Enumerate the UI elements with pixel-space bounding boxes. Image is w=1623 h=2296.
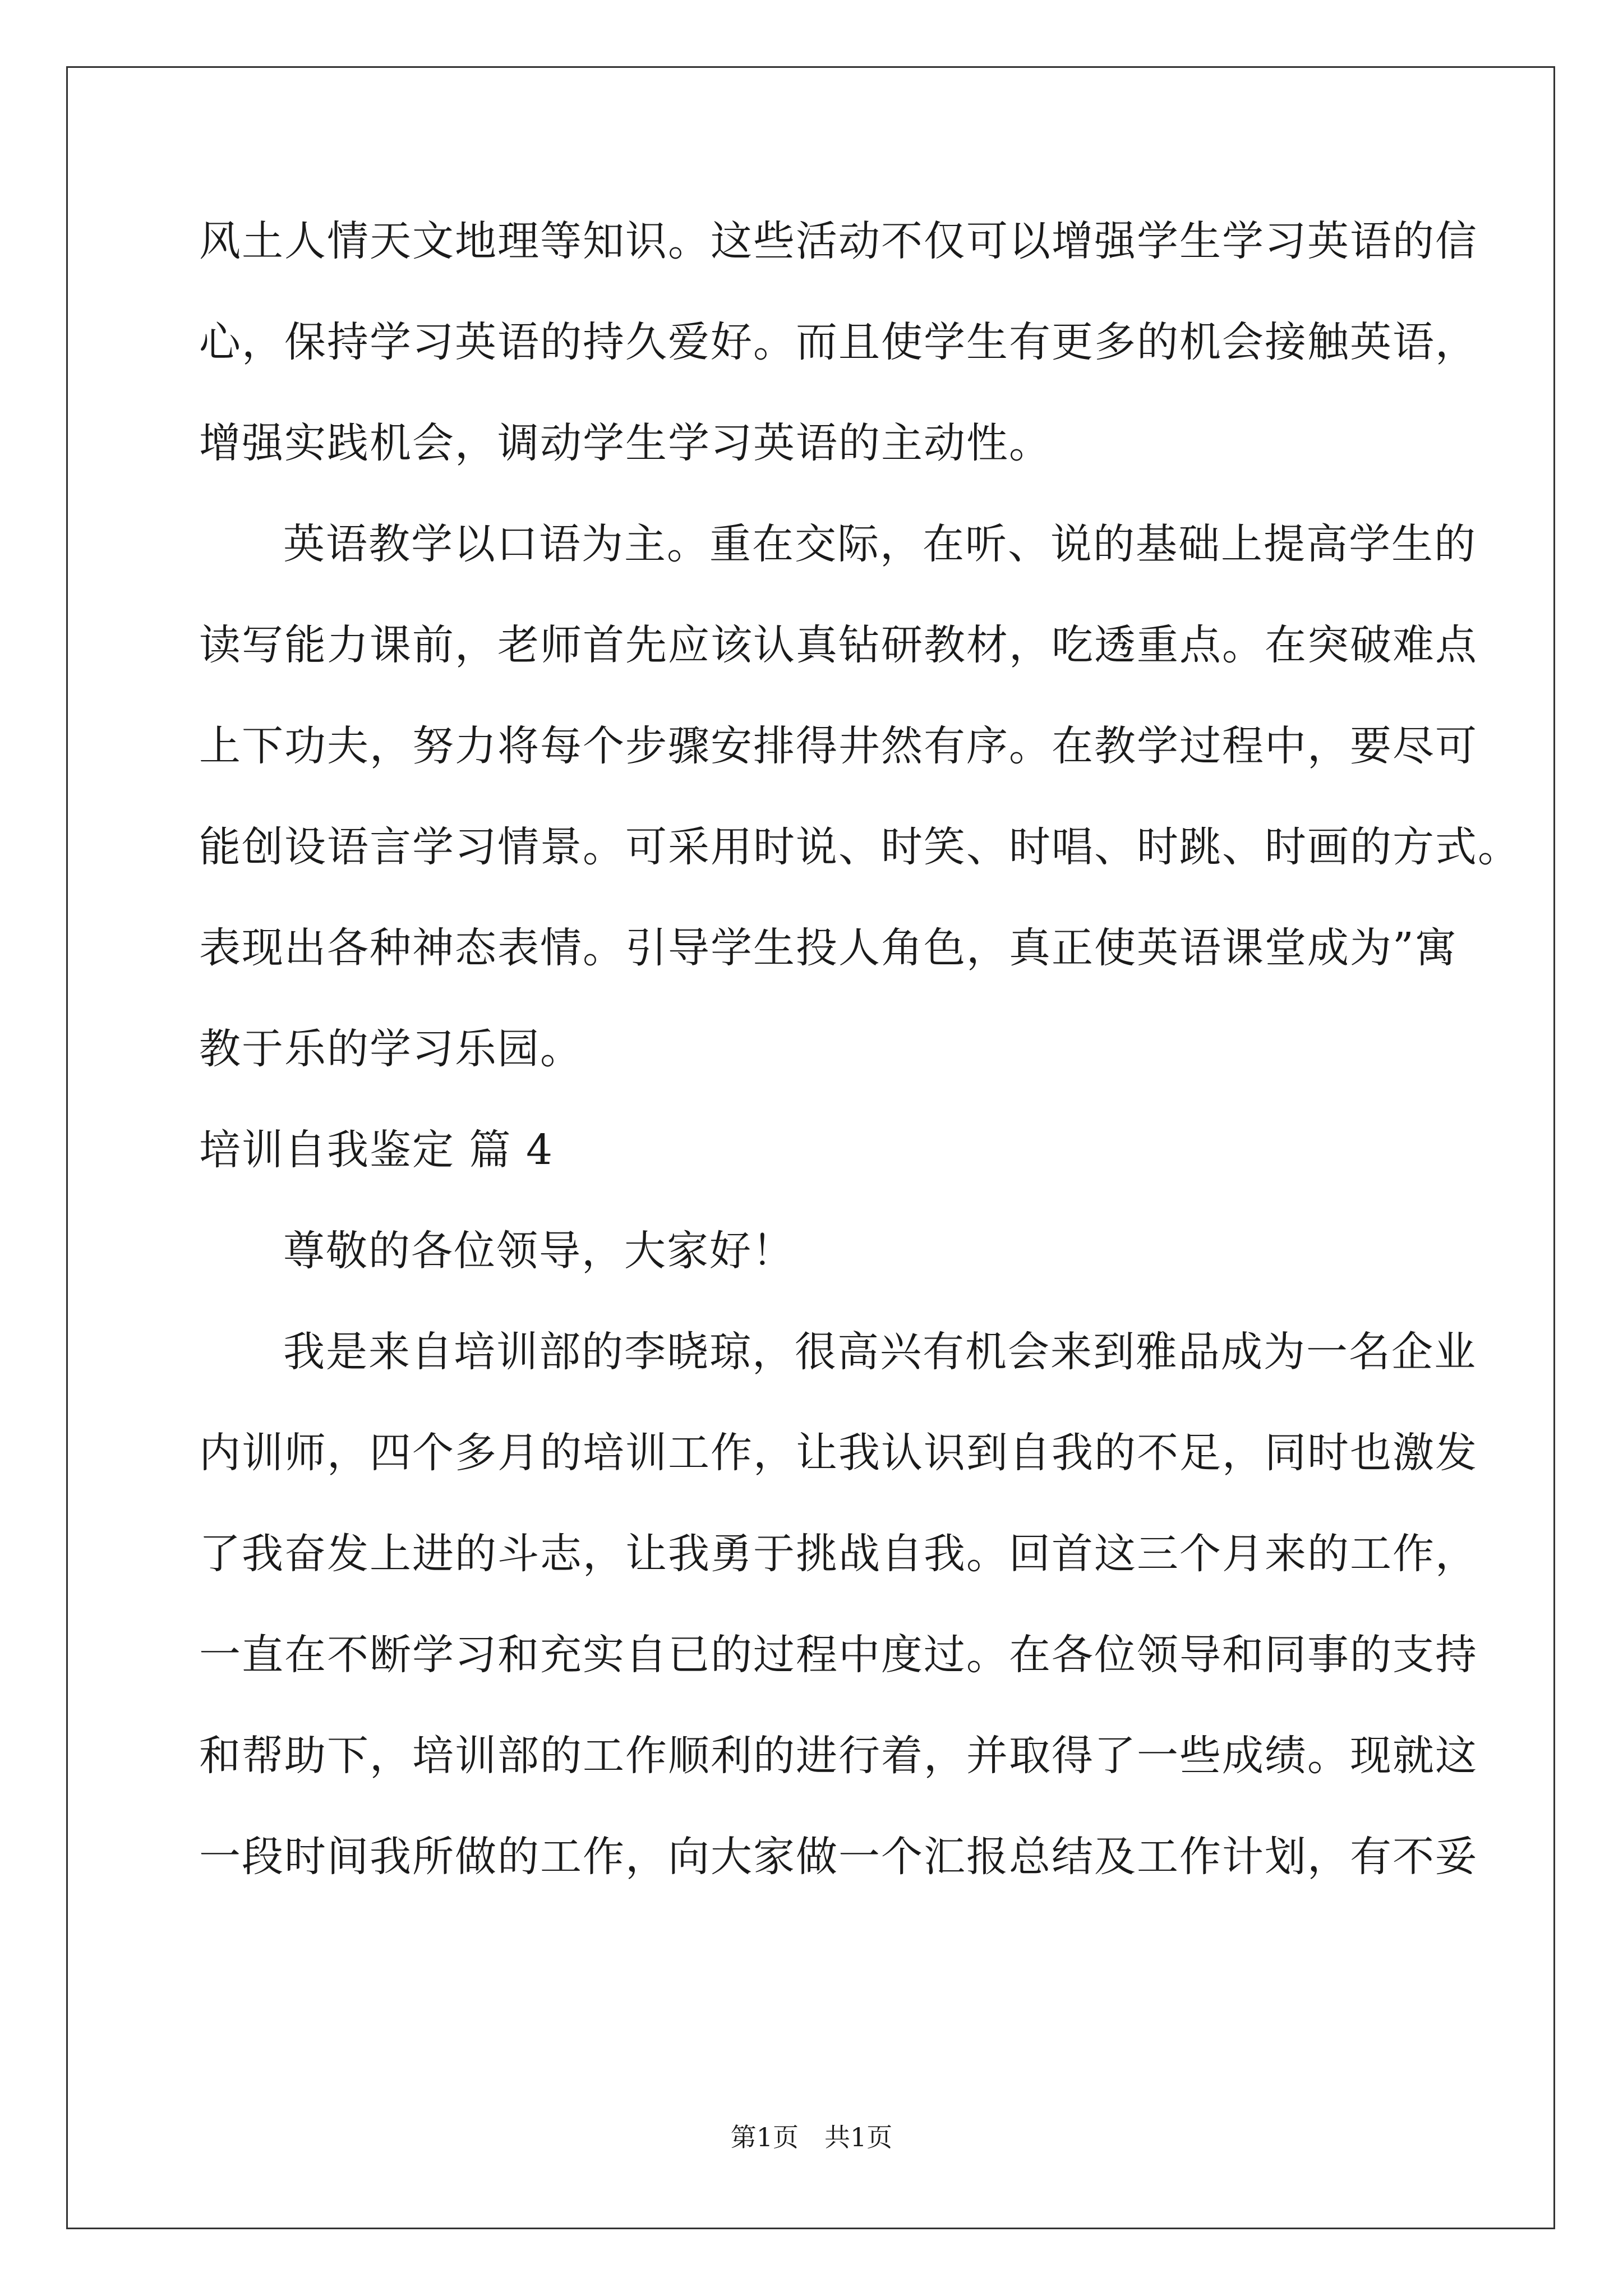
section-heading: 培训自我鉴定 篇 4 bbox=[199, 1126, 554, 1174]
paragraph-line: 一直在不断学习和充实自已的过程中度过。在各位领导和同事的支持 bbox=[199, 1631, 1478, 1679]
paragraph-line: 心，保持学习英语的持久爱好。而且使学生有更多的机会接触英语， bbox=[199, 318, 1478, 366]
paragraph-line: 内训师，四个多月的培训工作，让我认识到自我的不足，同时也激发 bbox=[199, 1429, 1478, 1477]
paragraph-line: 英语教学以口语为主。重在交际，在听、说的基础上提高学生的 bbox=[283, 520, 1477, 568]
document-body bbox=[199, 191, 1520, 1907]
page-footer: 第1页 共1页 bbox=[730, 2122, 893, 2152]
paragraph-line: 我是来自培训部的李晓琼，很高兴有机会来到雅品成为一名企业 bbox=[283, 1328, 1477, 1376]
paragraph-line: 表现出各种神态表情。引导学生投人角色，真正使英语课堂成为”寓 bbox=[199, 924, 1458, 972]
paragraph-line: 上下功夫，努力将每个步骤安排得井然有序。在教学过程中，要尽可 bbox=[199, 722, 1478, 770]
paragraph-line: 能创设语言学习情景。可采用时说、时笑、时唱、时跳、时画的方式。 bbox=[199, 823, 1520, 871]
paragraph-line: 增强实践机会，调动学生学习英语的主动性。 bbox=[199, 419, 1052, 467]
greeting-line: 尊敬的各位领导，大家好！ bbox=[283, 1227, 795, 1275]
paragraph-line: 和帮助下，培训部的工作顺利的进行着，并取得了一些成绩。现就这 bbox=[199, 1732, 1478, 1780]
paragraph-line: 了我奋发上进的斗志，让我勇于挑战自我。回首这三个月来的工作， bbox=[199, 1530, 1478, 1578]
paragraph-line: 风土人情天文地理等知识。这些活动不仅可以增强学生学习英语的信 bbox=[199, 217, 1478, 265]
paragraph-line: 教于乐的学习乐园。 bbox=[199, 1025, 583, 1073]
paragraph-line: 读写能力课前，老师首先应该认真钻研教材，吃透重点。在突破难点 bbox=[199, 621, 1478, 669]
paragraph-line: 一段时间我所做的工作，向大家做一个汇报总结及工作计划，有不妥 bbox=[199, 1833, 1478, 1881]
